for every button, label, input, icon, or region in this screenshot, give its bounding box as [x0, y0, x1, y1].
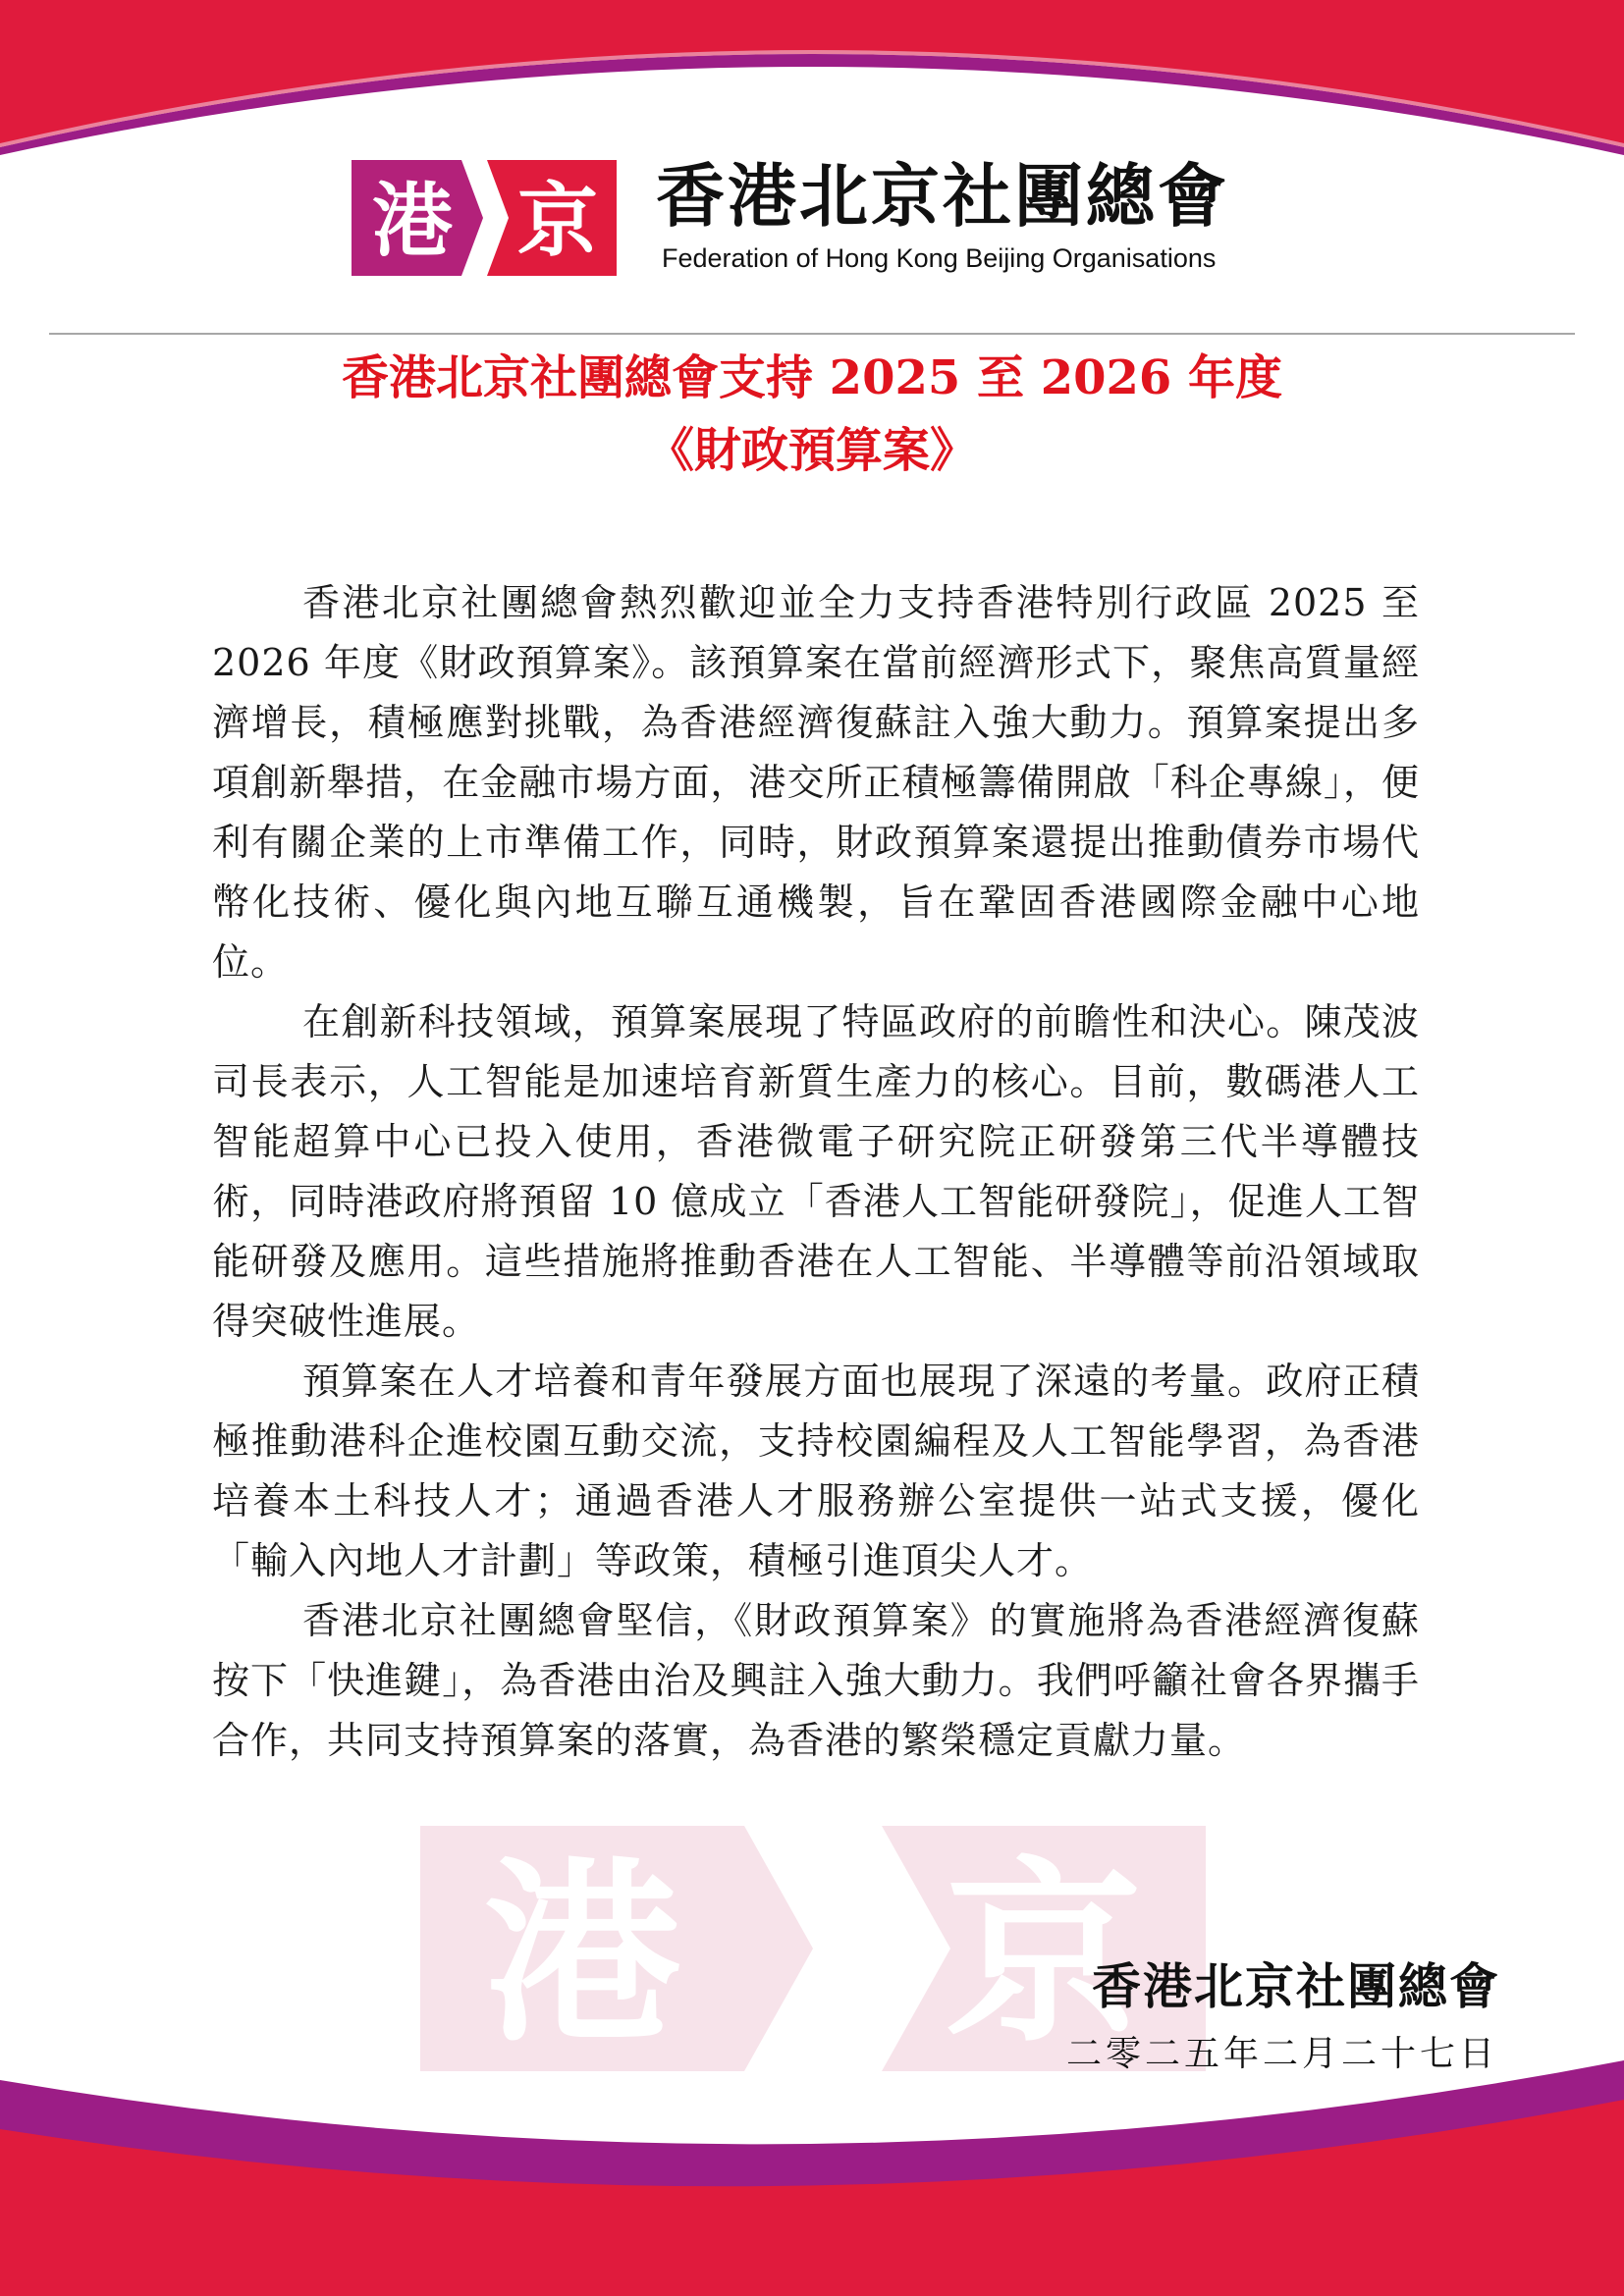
- body-paragraph-1: 香港北京社團總會熱烈歡迎並全力支持香港特別行政區 2025 至 2026 年度《財政預算案》。該預算案在當前經濟形式下，聚焦高質量經濟增長，積極應對挑戰，為香港經濟復蘇註入強大動力。預算案提出多項創新舉措，在金融市場方面，港交所正積極籌備開啟「科企專線」，便利有關企業的上市準備工作，同時，財政預算案還提出推動債券市場代幣化技術、優化與內地互聯互通機製，旨在鞏固香港國際金融中心地位。: [212, 581, 1420, 984]
- signature-date: 二零二五年二月二十七日: [1065, 2034, 1498, 2074]
- body-paragraph-4: 香港北京社團總會堅信，《財政預算案》的實施將為香港經濟復蘇按下「快進鍵」，為香港由治及興註入強大動力。我們呼籲社會各界攜手合作，共同支持預算案的落實，為香港的繁榮穩定貢獻力量。: [212, 1599, 1420, 1762]
- watermark-char-right: 京: [945, 1841, 1143, 2069]
- statement-body: [212, 573, 1420, 1771]
- body-paragraph-2: 在創新科技領域，預算案展現了特區政府的前瞻性和決心。陳茂波司長表示，人工智能是加速培育新質生產力的核心。目前，數碼港人工智能超算中心已投入使用，香港微電子研究院正研發第三代半導體技術，同時港政府將預留 10 億成立「香港人工智能研發院」，促進人工智能研發及應用。這些措施將推動香港在人工智能、半導體等前沿領域取得突破性進展。: [212, 1000, 1420, 1343]
- title-line-2: 《財政預算案》: [646, 423, 977, 478]
- title-line-1: 香港北京社團總會支持 2025 至 2026 年度: [341, 350, 1283, 405]
- logo-char-right: 京: [516, 175, 599, 268]
- organisation-name-english: Federation of Hong Kong Beijing Organisations: [662, 243, 1217, 273]
- header-divider: [49, 333, 1575, 335]
- body-paragraph-3: 預算案在人才培養和青年發展方面也展現了深遠的考量。政府正積極推動港科企進校園互動交流，支持校園編程及人工智能學習，為香港培養本土科技人才；通過香港人才服務辦公室提供一站式支援，優化「輸入內地人才計劃」等政策，積極引進頂尖人才。: [212, 1360, 1420, 1582]
- bottom-decorative-wave: [0, 2060, 1624, 2296]
- organisation-logo: [352, 160, 617, 276]
- organisation-name-chinese: 香港北京社團總會: [656, 155, 1229, 237]
- watermark-char-left: 港: [483, 1841, 681, 2069]
- document-title: [0, 342, 1624, 487]
- signatory-organisation: 香港北京社團總會: [1092, 1957, 1500, 2015]
- logo-char-left: 港: [371, 175, 454, 268]
- letterhead: [352, 155, 1274, 283]
